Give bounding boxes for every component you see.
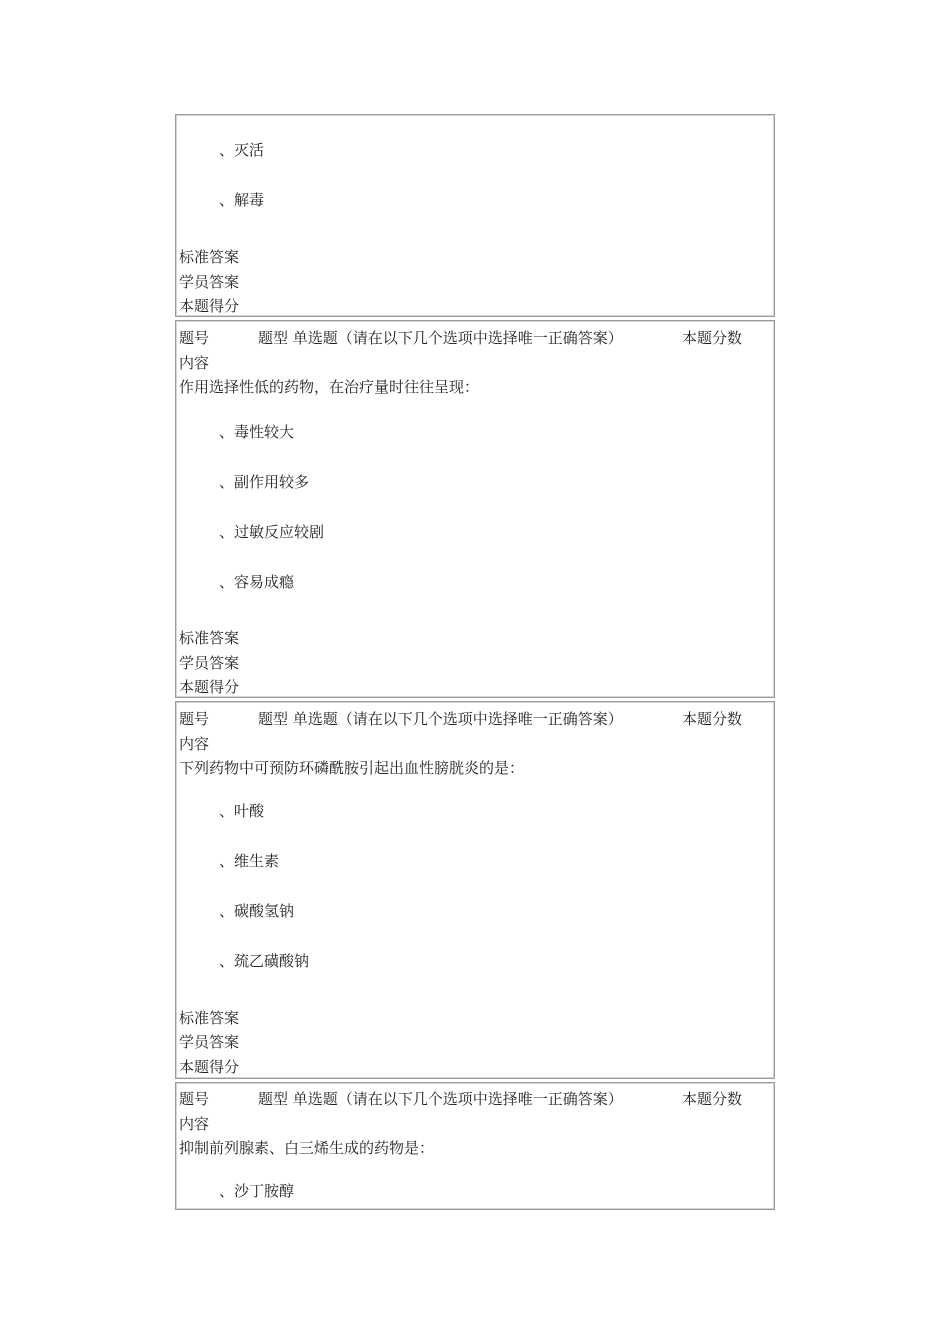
- option-a[interactable]: 、灭活: [219, 141, 265, 159]
- option-b[interactable]: 、解毒: [219, 191, 265, 209]
- option-d[interactable]: 、容易成瘾: [219, 573, 295, 591]
- option-d[interactable]: 、巯乙磺酸钠: [219, 952, 310, 970]
- content-label: 内容: [179, 735, 210, 753]
- question-points-label: 本题分数: [682, 329, 743, 347]
- option-a[interactable]: 、毒性较大: [219, 423, 295, 441]
- question-text: 作用选择性低的药物，在治疗量时往往呈现：: [179, 378, 480, 396]
- question-block-continued: [175, 114, 775, 317]
- question-type-label: 题型 单选题（请在以下几个选项中选择唯一正确答案）: [258, 1090, 623, 1108]
- question-sheet: [175, 114, 775, 1213]
- item-score-label: 本题得分: [179, 678, 240, 696]
- standard-answer-label: 标准答案: [179, 629, 240, 647]
- option-b[interactable]: 、维生素: [219, 852, 280, 870]
- student-answer-label: 学员答案: [179, 654, 240, 672]
- question-type-label: 题型 单选题（请在以下几个选项中选择唯一正确答案）: [258, 329, 623, 347]
- standard-answer-label: 标准答案: [179, 1009, 240, 1027]
- content-label: 内容: [179, 1115, 210, 1133]
- standard-answer-label: 标准答案: [179, 248, 240, 266]
- question-number-label: 题号: [179, 329, 210, 347]
- item-score-label: 本题得分: [179, 1058, 240, 1076]
- question-block: [175, 320, 775, 698]
- question-type-label: 题型 单选题（请在以下几个选项中选择唯一正确答案）: [258, 710, 623, 728]
- option-a[interactable]: 、沙丁胺醇: [219, 1182, 295, 1200]
- question-block: [175, 701, 775, 1079]
- question-points-label: 本题分数: [682, 1090, 743, 1108]
- option-b[interactable]: 、副作用较多: [219, 473, 310, 491]
- question-number-label: 题号: [179, 1090, 210, 1108]
- student-answer-label: 学员答案: [179, 1033, 240, 1051]
- option-a[interactable]: 、叶酸: [219, 802, 265, 820]
- question-points-label: 本题分数: [682, 710, 743, 728]
- content-label: 内容: [179, 354, 210, 372]
- question-text: 抑制前列腺素、白三烯生成的药物是：: [179, 1139, 435, 1157]
- question-number-label: 题号: [179, 710, 210, 728]
- item-score-label: 本题得分: [179, 297, 240, 315]
- student-answer-label: 学员答案: [179, 273, 240, 291]
- option-c[interactable]: 、过敏反应较剧: [219, 523, 325, 541]
- question-block: [175, 1082, 775, 1210]
- option-c[interactable]: 、碳酸氢钠: [219, 902, 295, 920]
- question-text: 下列药物中可预防环磷酰胺引起出血性膀胱炎的是：: [179, 759, 525, 777]
